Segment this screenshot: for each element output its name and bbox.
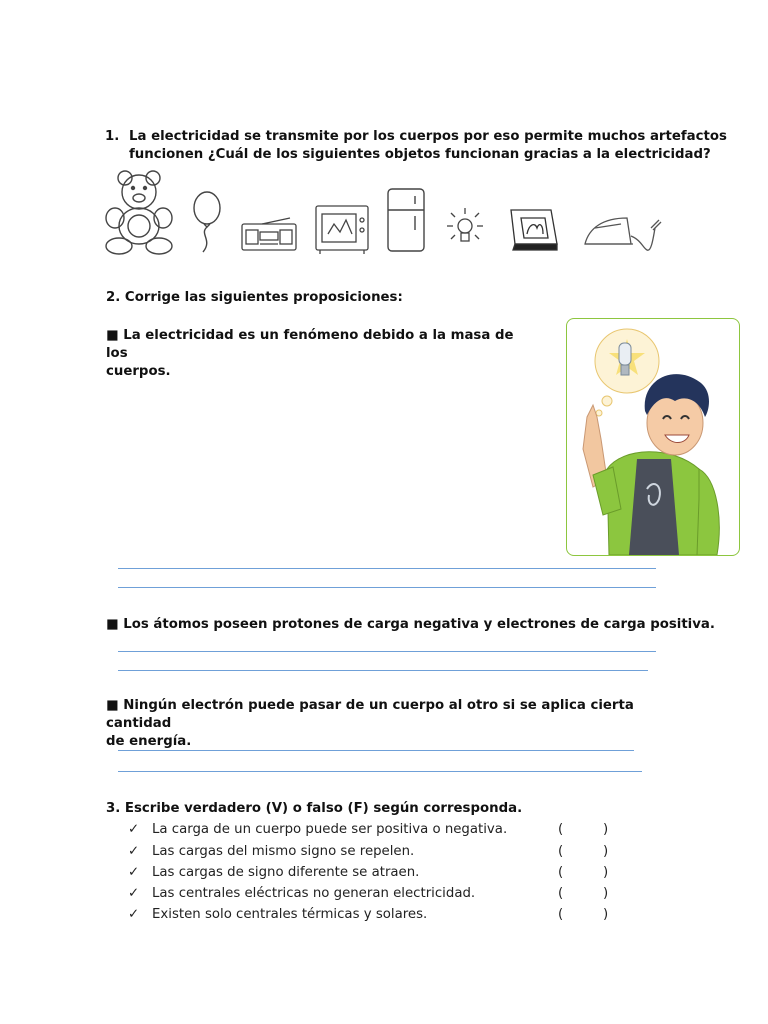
answer-line[interactable] [118,568,656,569]
answer-line[interactable] [118,670,648,671]
tf-statement-text: Las cargas del mismo signo se repelen. [152,844,415,859]
tf-statement-row [128,844,628,864]
television-icon [314,204,370,254]
answer-paren-open[interactable]: ( [558,907,564,922]
answer-paren-close[interactable]: ) [603,907,609,922]
answer-line[interactable] [118,771,642,772]
bullet-square: ■ [106,617,119,632]
proposition-3-text-cont: de energía. [106,734,192,749]
tf-statement-text: Las cargas de signo diferente se atraen. [152,865,420,880]
boy-idea-icon [567,319,739,555]
answer-paren-open[interactable]: ( [558,822,564,837]
answer-paren-close[interactable]: ) [603,822,609,837]
proposition-3-text: Ningún electrón puede pasar de un cuerpo al otro si se aplica cierta cantidad [106,698,634,731]
answer-line[interactable] [118,750,634,751]
light-bulb-icon [439,204,491,254]
answer-paren-close[interactable]: ) [603,865,609,880]
tf-statement-row [128,822,628,842]
tf-statement-row [128,907,628,927]
proposition-1-text: La electricidad es un fenómeno debido a la masa de los [106,328,514,361]
check-icon: ✓ [128,865,140,880]
question-1-number: 1. [105,129,120,144]
balloon-icon [189,190,225,254]
answer-paren-close[interactable]: ) [603,844,609,859]
proposition-1 [106,327,526,381]
proposition-1-text-cont: cuerpos. [106,364,171,379]
radio-icon [240,216,298,252]
tf-statement-row [128,865,628,885]
book-icon [505,206,561,254]
answer-paren-open[interactable]: ( [558,844,564,859]
question-1-line-1: La electricidad se transmite por los cuerpos por eso permite muchos artefactos [129,129,727,144]
check-icon: ✓ [128,844,140,859]
answer-paren-open[interactable]: ( [558,865,564,880]
tf-statement-row [128,886,628,906]
proposition-2-text: Los átomos poseen protones de carga negativa y electrones de carga positiva. [123,617,715,632]
tf-statement-text: La carga de un cuerpo puede ser positiva o negativa. [152,822,508,837]
proposition-3 [106,697,666,751]
question-2-title: 2. Corrige las siguientes proposiciones: [106,290,403,305]
electric-objects-row [103,164,668,258]
proposition-2 [106,616,715,634]
check-icon: ✓ [128,886,140,901]
check-icon: ✓ [128,907,140,922]
teddy-bear-icon [103,168,183,256]
question-1-line-2: funcionen ¿Cuál de los siguientes objetos funcionan gracias a la electricidad? [129,147,711,162]
answer-paren-open[interactable]: ( [558,886,564,901]
tf-statement-text: Existen solo centrales térmicas y solares. [152,907,428,922]
question-3-title: 3. Escribe verdadero (V) o falso (F) según corresponda. [106,801,523,816]
boy-idea-illustration [566,318,740,556]
answer-paren-close[interactable]: ) [603,886,609,901]
iron-icon [581,210,663,254]
answer-line[interactable] [118,651,656,652]
bullet-square: ■ [106,328,119,343]
bullet-square: ■ [106,698,119,713]
refrigerator-icon [385,186,427,254]
answer-line[interactable] [118,587,656,588]
check-icon: ✓ [128,822,140,837]
tf-statement-text: Las centrales eléctricas no generan electricidad. [152,886,476,901]
